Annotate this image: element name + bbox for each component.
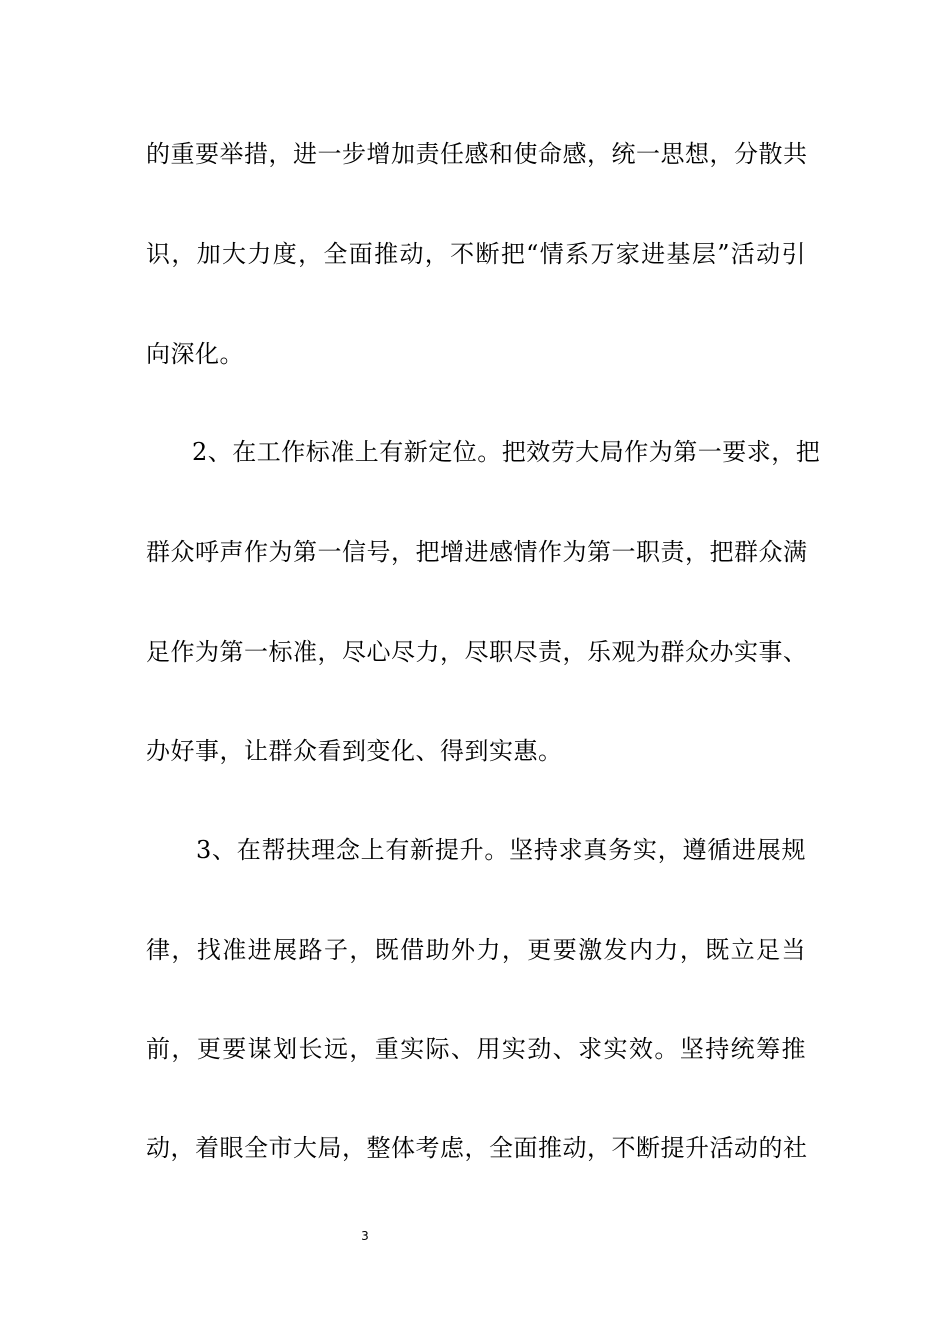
text-line-11: 动，着眼全市大局，整体考虑，全面推动，不断提升活动的社 xyxy=(146,1134,808,1162)
paragraph-3-line-1: 3、在帮扶理念上有新提升。坚持求真务实，遵循进展规 xyxy=(196,836,806,864)
text-line-7: 办好事，让群众看到变化、得到实惠。 xyxy=(146,737,563,765)
page-number: 3 xyxy=(361,1229,369,1243)
text-line-3: 向深化。 xyxy=(146,340,244,368)
text-line-2: 识，加大力度，全面推动，不断把“情系万家进基层”活动引 xyxy=(146,240,806,268)
paragraph-2-line-1: 2、在工作标准上有新定位。把效劳大局作为第一要求，把 xyxy=(192,438,821,466)
text-line-9: 律，找准进展路子，既借助外力，更要激发内力，既立足当 xyxy=(146,936,806,964)
text-line-5: 群众呼声作为第一信号，把增进感情作为第一职责，把群众满 xyxy=(146,538,808,566)
text-line-6: 足作为第一标准，尽心尽力，尽职尽责，乐观为群众办实事、 xyxy=(146,638,808,666)
text-line-1: 的重要举措，进一步增加责任感和使命感，统一思想，分散共 xyxy=(146,140,808,168)
text-line-10: 前，更要谋划长远，重实际、用实劲、求实效。坚持统筹推 xyxy=(146,1035,806,1063)
